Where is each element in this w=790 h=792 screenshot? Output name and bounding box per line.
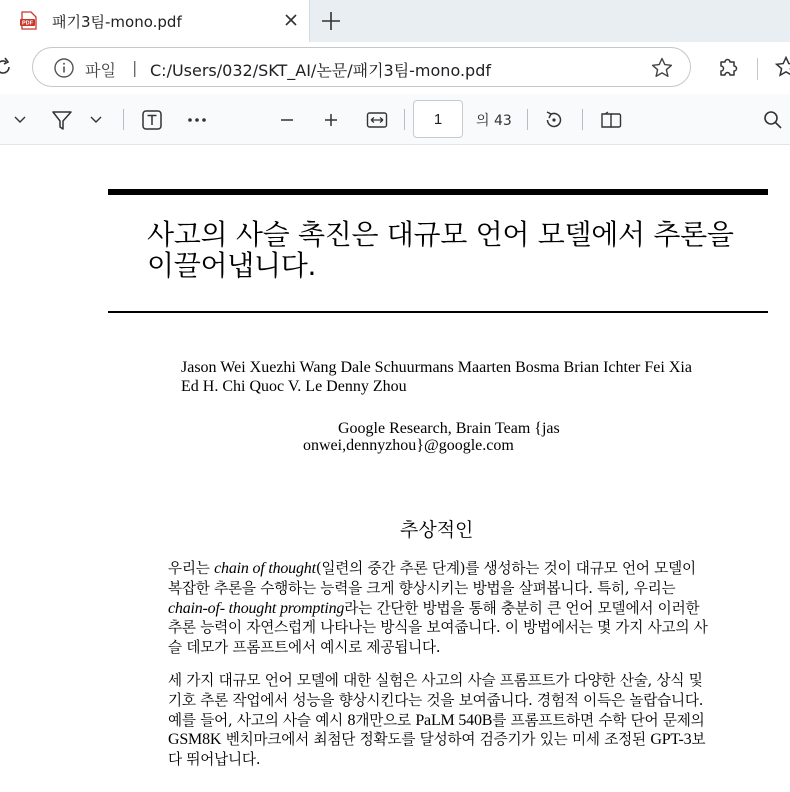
- page-total-label: 의 43: [476, 113, 512, 129]
- italic-term: chain-of- thought prompting: [168, 599, 345, 617]
- browser-tab[interactable]: [0, 0, 310, 42]
- text-run: 8: [347, 711, 356, 729]
- scheme-separator: |: [132, 58, 138, 77]
- tab-title: 패기3팀-mono.pdf: [52, 13, 182, 31]
- address-bar[interactable]: [32, 47, 691, 87]
- text-run: 라는 간단한 방법을 통해 충분히 큰 언어 모델에서 이러한 추론 능력이 자연스럽게 나타나는 방식을 보여줍니다. 이 방법에서는 몇 가지 사고의 사슬 데모가 프롬프트에서 예시로 제공됩니다.: [168, 599, 708, 657]
- title-bottom-rule: [108, 311, 768, 313]
- more-options-icon[interactable]: [184, 107, 210, 133]
- abstract-paragraph: [168, 671, 713, 770]
- text-box-icon[interactable]: [139, 107, 165, 133]
- abstract-heading: 추상적인: [400, 519, 474, 541]
- tab-close-icon[interactable]: [280, 9, 302, 31]
- scheme-label: 파일: [85, 61, 116, 80]
- favorites-icon[interactable]: [774, 55, 790, 79]
- pdf-page: [0, 145, 790, 792]
- paper-title: 사고의 사슬 촉진은 대규모 언어 모델에서 추론을 이끌어냅니다.: [147, 218, 734, 282]
- text-run: 벤치마크에서 최첨단 정확도를 달성하여 검증기가 있는 미세 조정된: [221, 731, 651, 749]
- page-number-input[interactable]: [413, 100, 463, 138]
- toolbar-divider: [123, 109, 124, 130]
- affiliation-line: Google Research, Brain Team {jas: [338, 420, 560, 437]
- search-icon[interactable]: [760, 107, 786, 133]
- toolbar-divider: [757, 58, 758, 80]
- extensions-icon[interactable]: [716, 55, 740, 79]
- info-icon[interactable]: [53, 57, 75, 79]
- toolbar-divider: [527, 109, 528, 130]
- affiliation-email-line: onwei,dennyzhou}@google.com: [303, 437, 514, 454]
- text-run: PaLM 540B: [415, 711, 493, 729]
- fit-to-width-icon[interactable]: [364, 107, 390, 133]
- url-text[interactable]: C:/Users/032/SKT_AI/논문/패기3팀-mono.pdf: [150, 61, 491, 80]
- svg-text:PDF: PDF: [22, 20, 33, 27]
- title-top-rule: [108, 189, 768, 195]
- navigation-bar: [0, 42, 790, 94]
- tab-strip: [0, 0, 790, 42]
- pdf-file-icon: [19, 11, 38, 30]
- text-run: (일련의 중간 추론 단계)를 생성하는 것이 대규모 언어 모델이 복잡한 추론을 수행하는 능력을 크게 향상시키는 방법을 살펴봅니다. 특히, 우리는: [168, 560, 696, 597]
- authors: Jason Wei Xuezhi Wang Dale Schuurmans Maarten Bosma Brian Ichter Fei Xia Ed H. Chi Quoc V. Le Denny Zhou: [181, 359, 692, 395]
- chevron-down-icon[interactable]: [86, 111, 106, 129]
- text-run: 를 프롬프트하면 수학 단어 문제의: [492, 711, 705, 729]
- highlight-icon[interactable]: [48, 107, 76, 133]
- toolbar-divider: [582, 109, 583, 130]
- text-run: GPT-3: [650, 731, 692, 749]
- new-tab-icon[interactable]: [318, 8, 344, 34]
- pdf-toolbar: [0, 94, 790, 145]
- text-run: GSM8K: [168, 731, 222, 749]
- zoom-in-icon[interactable]: [318, 107, 344, 133]
- refresh-icon[interactable]: [0, 56, 14, 78]
- text-run: 개만으로: [355, 711, 416, 729]
- rotate-icon[interactable]: [540, 107, 568, 133]
- abstract-paragraph: [168, 559, 713, 658]
- text-run: 보다 뛰어납니다.: [168, 731, 706, 769]
- text-run: 세 가지 대규모 언어 모델에 대한 실험은 사고의 사슬 프롬프트가 다양한 산술, 상식 및 기호 추론 작업에서 성능을 향상시킨다는 것을 보여줍니다. 경험적 이득은 놀랍습니다. 예를 들어, 사고의 사슬 예시: [168, 672, 704, 729]
- italic-term: chain of thought: [214, 560, 316, 577]
- text-run: 우리는: [168, 560, 215, 577]
- toolbar-divider: [404, 109, 405, 130]
- zoom-out-icon[interactable]: [274, 107, 300, 133]
- chevron-down-icon[interactable]: [10, 111, 30, 129]
- favorite-star-icon[interactable]: [650, 56, 674, 80]
- page-view-icon[interactable]: [598, 107, 624, 133]
